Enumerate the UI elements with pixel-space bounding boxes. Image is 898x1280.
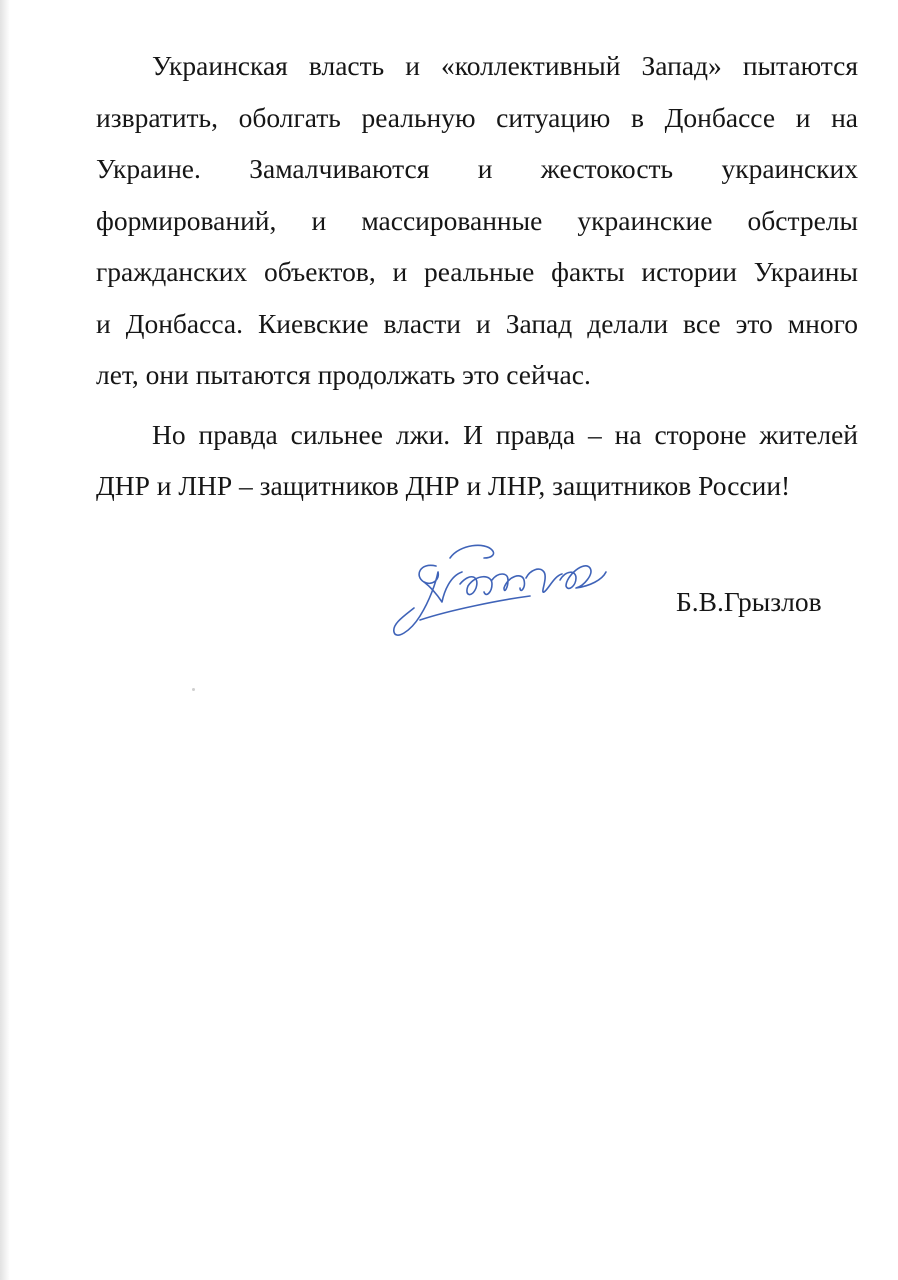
text-line: Украине. Замалчиваются и жестокость украинских — [96, 153, 858, 184]
text-line: лет, они пытаются продолжать это сейчас. — [96, 359, 591, 390]
paragraph-1 — [96, 40, 858, 401]
page-edge-shadow — [0, 0, 10, 1280]
text-line: и Донбасса. Киевские власти и Запад делали все это много — [96, 307, 858, 339]
text-line: ДНР и ЛНР – защитников ДНР и ЛНР, защитников России! — [96, 470, 791, 501]
text-line: Украинская власть и «коллективный Запад» пытаются — [152, 50, 858, 81]
text-line: извратить, оболгать реальную ситуацию в Донбассе и на — [96, 101, 858, 133]
scan-speck — [192, 688, 195, 691]
text-line: гражданских объектов, и реальные факты истории Украины — [96, 256, 858, 287]
text-line: формирований, и массированные украинские обстрелы — [96, 204, 858, 236]
signer-name: Б.В.Грызлов — [676, 586, 822, 617]
text-line: Но правда сильнее лжи. И правда – на стороне жителей — [152, 418, 858, 450]
signature-block — [380, 536, 860, 666]
paragraph-2 — [96, 409, 858, 512]
document-body — [96, 40, 858, 512]
handwritten-signature — [380, 536, 630, 656]
